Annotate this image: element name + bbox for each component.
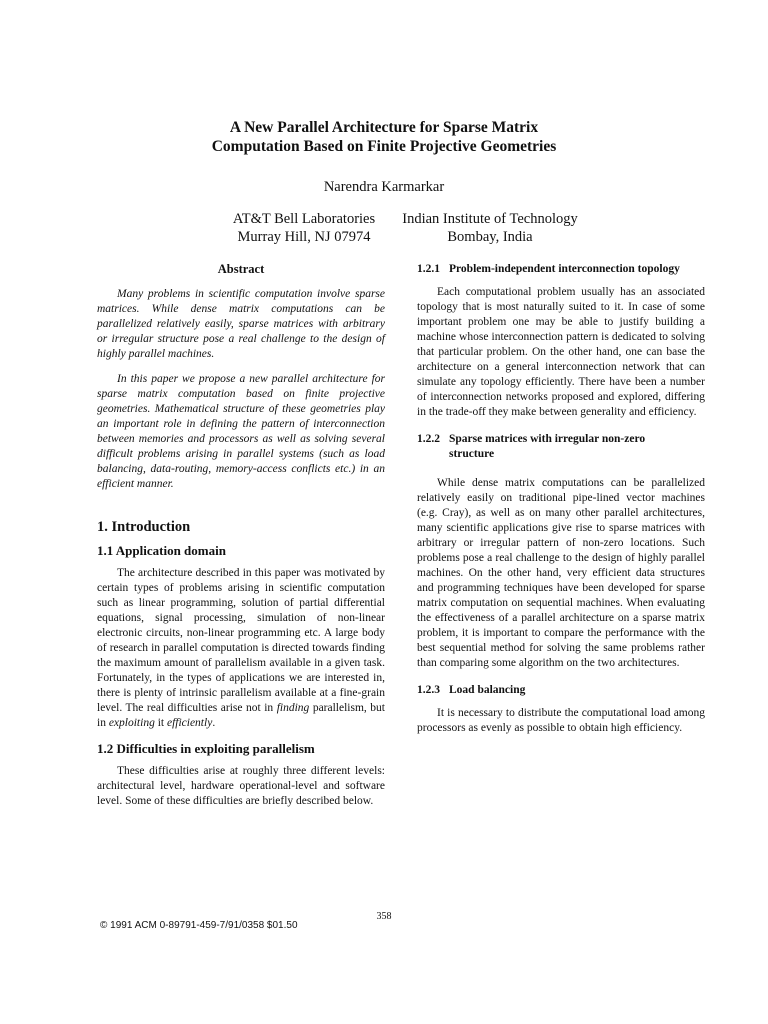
section-1-2-1-heading — [417, 262, 705, 277]
section-1-2-2-title-line-1: Sparse matrices with irregular non-zero — [449, 433, 646, 445]
section-1-2-2-heading — [417, 432, 705, 462]
abstract-paragraph-2: In this paper we propose a new parallel architecture for sparse matrix computation based on finite projective geometries. Mathematical structure of these geometries play an important role in defining the pattern of interconnection between memories and processors as well as solving several difficult problems arising in parallel systems (such as load balancing, data-routing, memory-access conflicts etc.) in an efficient manner. — [97, 373, 385, 490]
section-1-1-text-end: . — [212, 717, 216, 729]
section-1-1-heading: 1.1 Application domain — [97, 543, 226, 558]
section-1-2-3-title: Load balancing — [449, 684, 526, 696]
section-1-1-paragraph — [97, 566, 385, 731]
affiliation-att-name: AT&T Bell Laboratories — [232, 211, 376, 227]
right-column — [417, 262, 705, 736]
abstract-heading: Abstract — [217, 262, 265, 276]
title-line-2: Computation Based on Finite Projective Geometries — [211, 138, 557, 155]
emphasis-exploiting: exploiting — [108, 717, 155, 729]
affiliation-iit-name: Indian Institute of Technology — [402, 211, 578, 227]
paper-title — [0, 118, 768, 156]
left-column — [97, 262, 385, 809]
author-name: Narendra Karmarkar — [323, 179, 445, 195]
affiliation-att — [214, 210, 394, 246]
section-1-2-2-number: 1.2.2 — [417, 433, 440, 445]
section-1-2-heading: 1.2 Difficulties in exploiting parallelism — [97, 741, 315, 756]
title-line-1: A New Parallel Architecture for Sparse Matrix — [229, 119, 539, 136]
section-1-1-text: The architecture described in this paper was motivated by certain types of problems arising in scientific computation such as linear programming, solution of partial differential equations, signal processing, simulation of non-linear electronic circuits, non-linear programming etc. A large body of research in parallel computation is directed towards finding the maximum amount of parallelism available in a given task. Fortunately, in the types of applications we are interested in, there is plenty of intrinsic parallelism available at a fine-grain level. The real difficulties arise not in — [97, 567, 385, 714]
section-1-2-1-paragraph: Each computational problem usually has an associated topology that is most naturally suited to it. In case of some important problem one may be able to justify building a machine whose interconnection pattern is dedicated to solving that particular problem. On the other hand, one can base the architecture on a general interconnection network that can simulate any topology efficiently. There have been a number of interconnection networks proposed and explored, differing in the trade-off they make between generality and efficiency. — [417, 286, 705, 418]
section-1-2-2-paragraph: While dense matrix computations can be parallelized relatively easily on traditional pipe-lined vector machines (e.g. Cray), as well as on many other parallel architectures, many scientific applications give rise to sparse matrices with arbitrary or irregular pattern of non-zero locations. Such problems pose a real challenge to the design of highly parallel machines. On the other hand, very efficient data structures and programming techniques have been developed for sparse matrix computation on sequential machines. When evaluating the effectiveness of a parallel architecture on a sparse matrix problem, it is important to compare the performance with the best sequential method for solving the same problems rather than comparing some algorithm on the two architectures. — [417, 477, 705, 669]
section-1-2-3-heading — [417, 683, 705, 698]
section-1-2-paragraph: These difficulties arise at roughly three different levels: architectural level, hardware operational-level and software level. Some of these difficulties are briefly described below. — [97, 765, 385, 807]
section-1-2-2-title-line-2: structure — [449, 448, 495, 460]
section-1-1-text-mid2: it — [154, 717, 167, 729]
page-number: 358 — [376, 911, 392, 922]
section-1-2-3-number: 1.2.3 — [417, 684, 440, 696]
abstract-paragraph-1: Many problems in scientific computation involve sparse matrices. While dense matrix computations can be parallelized relatively easily, sparse matrices with arbitrary or irregular structure pose a real challenge to the design of highly parallel machines. — [97, 288, 385, 360]
copyright-notice: © 1991 ACM 0-89791-459-7/91/0358 $01.50 — [100, 920, 298, 931]
affiliation-iit — [390, 210, 590, 246]
emphasis-efficiently: efficiently — [166, 717, 213, 729]
emphasis-finding: finding — [276, 702, 310, 714]
section-1-1-text-mid: parallelism, but in — [97, 702, 385, 729]
section-1-2-1-number: 1.2.1 — [417, 263, 440, 275]
affiliation-iit-address: Bombay, India — [447, 229, 533, 245]
section-1-2-3-paragraph: It is necessary to distribute the computational load among processors as evenly as possible to obtain high efficiency. — [417, 707, 705, 734]
section-1-2-1-title: Problem-independent interconnection topology — [449, 263, 680, 275]
section-1-heading: 1. Introduction — [97, 519, 191, 535]
affiliation-att-address: Murray Hill, NJ 07974 — [237, 229, 371, 245]
